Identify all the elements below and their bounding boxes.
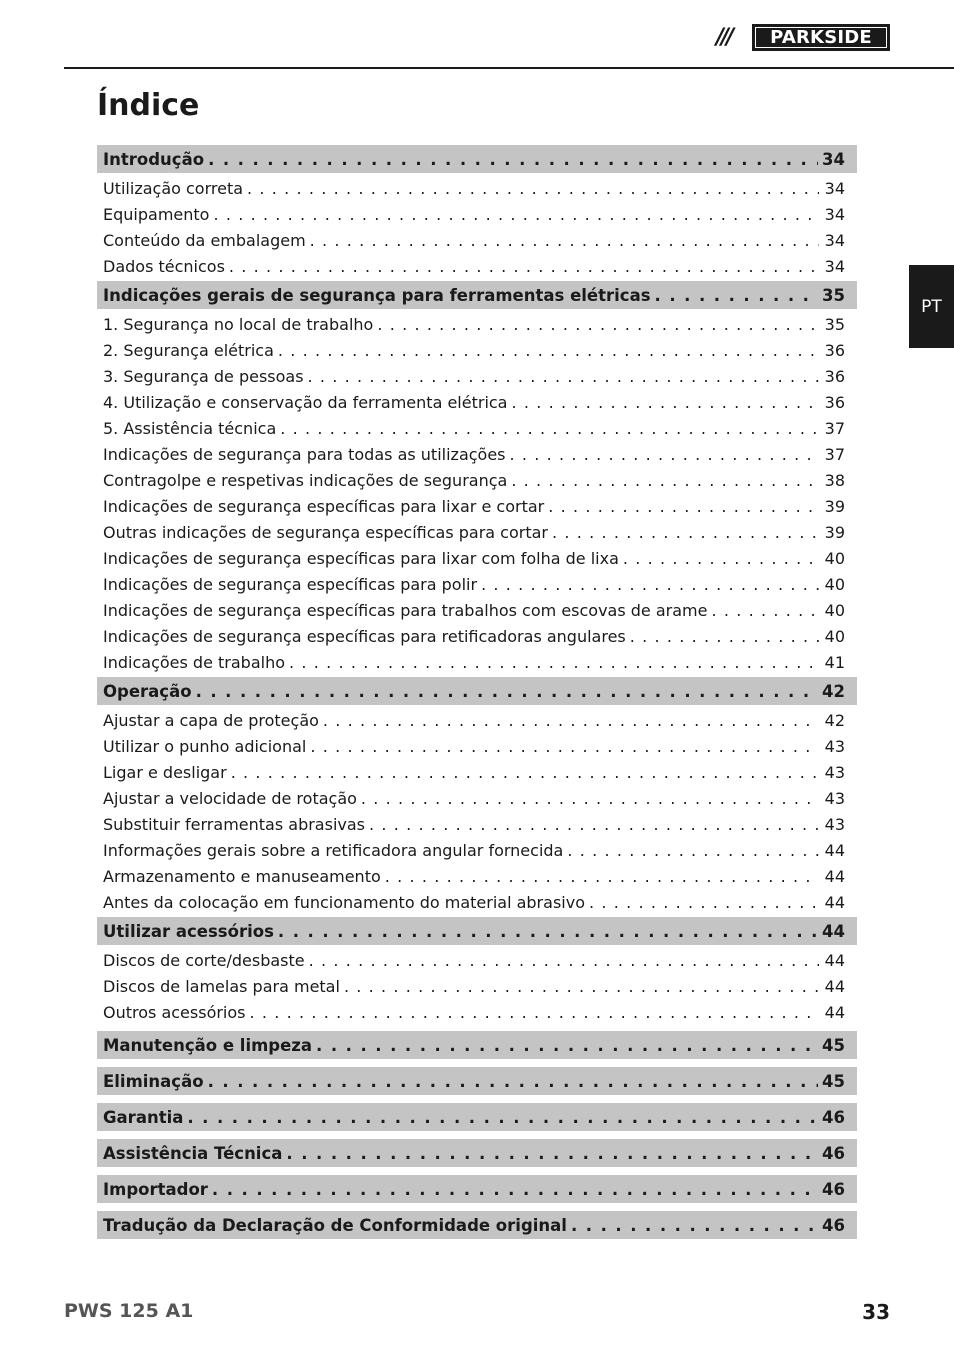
toc-leader-dots [548,497,819,516]
toc-item[interactable] [97,837,857,863]
toc-section-label: Importador [103,1179,208,1199]
toc-section-label: Assistência Técnica [103,1143,283,1163]
language-tab: PT [909,265,954,348]
toc-item[interactable] [97,889,857,915]
toc-section[interactable] [97,145,857,173]
footer-page-number: 33 [862,1300,890,1324]
toc-item-page: 37 [824,444,845,464]
toc-item-page: 38 [824,470,845,490]
toc-section[interactable] [97,917,857,945]
toc-item[interactable] [97,467,857,493]
toc-item-label: 2. Segurança elétrica [103,340,274,360]
toc-item-page: 39 [824,496,845,516]
toc-section-page: 34 [822,149,845,169]
toc-leader-dots [369,815,819,834]
toc-section[interactable] [97,1175,857,1203]
toc-section[interactable] [97,1139,857,1167]
toc-item-label: Discos de lamelas para metal [103,976,340,996]
toc-section[interactable] [97,281,857,309]
toc-section-label: Introdução [103,149,205,169]
toc-item-label: Antes da colocação em funcionamento do material abrasivo [103,892,585,912]
toc-item-label: 1. Segurança no local de trabalho [103,314,374,334]
toc-item[interactable] [97,733,857,759]
toc-item-label: Conteúdo da embalagem [103,230,306,250]
toc-item-label: Utilizar o punho adicional [103,736,307,756]
toc-leader-dots [278,341,819,360]
toc-item-page: 34 [824,178,845,198]
toc-item-label: Ajustar a capa de proteção [103,710,319,730]
toc-item-page: 34 [824,256,845,276]
toc-item-page: 39 [824,522,845,542]
toc-item-page: 37 [824,418,845,438]
toc-item[interactable] [97,311,857,337]
toc-item-page: 40 [824,600,845,620]
toc-item[interactable] [97,363,857,389]
toc-section[interactable] [97,1211,857,1239]
toc-section[interactable] [97,677,857,705]
toc-item[interactable] [97,811,857,837]
toc-item-page: 44 [824,1002,845,1022]
toc-item[interactable] [97,337,857,363]
toc-item[interactable] [97,519,857,545]
toc-item[interactable] [97,759,857,785]
toc-item[interactable] [97,571,857,597]
toc-section-page: 46 [822,1215,845,1235]
toc-leader-dots [316,1036,818,1055]
toc-leader-dots [212,1180,818,1199]
footer-model: PWS 125 A1 [64,1300,194,1322]
toc-leader-dots [229,257,819,276]
toc-item-page: 43 [824,788,845,808]
toc-item[interactable] [97,253,857,279]
toc-leader-dots [711,601,819,620]
toc-item-page: 44 [824,950,845,970]
toc-section[interactable] [97,1031,857,1059]
toc-item-label: Outras indicações de segurança específicas para cortar [103,522,548,542]
toc-section-label: Indicações gerais de segurança para ferramentas elétricas [103,285,651,305]
toc-section-label: Operação [103,681,192,701]
header-rule [64,67,954,69]
toc-leader-dots [310,737,819,756]
toc-item[interactable] [97,175,857,201]
toc-item-page: 43 [824,762,845,782]
toc-item-label: Contragolpe e respetivas indicações de segurança [103,470,508,490]
toc-leader-dots [250,1003,820,1022]
toc-leader-dots [310,231,819,250]
toc-leader-dots [385,867,819,886]
toc-leader-dots [289,653,819,672]
toc-section-label: Garantia [103,1107,184,1127]
toc-leader-dots [213,205,819,224]
table-of-contents [97,145,857,1239]
toc-item-label: Indicações de segurança para todas as utilizações [103,444,506,464]
toc-leader-dots [323,711,819,730]
toc-item[interactable] [97,973,857,999]
toc-section-page: 46 [822,1107,845,1127]
toc-leader-dots [481,575,819,594]
toc-item-label: Indicações de segurança específicas para lixar e cortar [103,496,545,516]
toc-section-label: Utilizar acessórios [103,921,274,941]
toc-item-label: Indicações de trabalho [103,652,285,672]
toc-leader-dots [196,682,818,701]
toc-section-label: Tradução da Declaração de Conformidade original [103,1215,567,1235]
toc-item-label: Discos de corte/desbaste [103,950,305,970]
brand-slashes: /// [716,25,732,50]
toc-item-page: 40 [824,574,845,594]
toc-leader-dots [510,445,819,464]
toc-leader-dots [630,627,819,646]
brand-logo [716,24,890,51]
toc-item-label: Outros acessórios [103,1002,246,1022]
toc-leader-dots [280,419,819,438]
toc-leader-dots [286,1144,818,1163]
toc-leader-dots [208,1072,818,1091]
toc-item[interactable] [97,623,857,649]
toc-leader-dots [377,315,819,334]
toc-leader-dots [623,549,819,568]
toc-item-label: Substituir ferramentas abrasivas [103,814,365,834]
toc-section-label: Eliminação [103,1071,204,1091]
toc-leader-dots [278,922,818,941]
toc-section-page: 35 [822,285,845,305]
toc-item-label: Equipamento [103,204,210,224]
toc-item-page: 34 [824,204,845,224]
toc-item-page: 41 [824,652,845,672]
toc-leader-dots [231,763,819,782]
toc-item-label: Indicações de segurança específicas para trabalhos com escovas de arame [103,600,708,620]
toc-leader-dots [567,841,819,860]
toc-leader-dots [589,893,819,912]
toc-item[interactable] [97,785,857,811]
toc-leader-dots [308,367,819,386]
toc-item-page: 35 [824,314,845,334]
toc-item[interactable] [97,389,857,415]
toc-section-label: Manutenção e limpeza [103,1035,313,1055]
toc-item-label: Indicações de segurança específicas para polir [103,574,478,594]
toc-item-page: 44 [824,892,845,912]
toc-section-page: 45 [822,1071,845,1091]
toc-item-label: Utilização correta [103,178,244,198]
toc-item-page: 36 [824,392,845,412]
toc-item-label: Indicações de segurança específicas para lixar com folha de lixa [103,548,619,568]
toc-item[interactable] [97,493,857,519]
toc-item-page: 36 [824,366,845,386]
toc-section[interactable] [97,1103,857,1131]
toc-leader-dots [344,977,819,996]
toc-leader-dots [187,1108,818,1127]
toc-item[interactable] [97,999,857,1025]
toc-item-page: 43 [824,736,845,756]
brand-name: PARKSIDE [752,24,890,51]
toc-item[interactable] [97,545,857,571]
toc-item-label: Informações gerais sobre a retificadora angular fornecida [103,840,564,860]
toc-item-label: Dados técnicos [103,256,225,276]
toc-item-page: 44 [824,866,845,886]
toc-item-page: 34 [824,230,845,250]
toc-item-page: 44 [824,976,845,996]
toc-item[interactable] [97,707,857,733]
toc-item-label: Ajustar a velocidade de rotação [103,788,357,808]
toc-item-label: 4. Utilização e conservação da ferramenta elétrica [103,392,508,412]
toc-item-page: 40 [824,548,845,568]
toc-item[interactable] [97,947,857,973]
toc-leader-dots [247,179,819,198]
toc-item-page: 36 [824,340,845,360]
toc-item-page: 42 [824,710,845,730]
toc-section-page: 46 [822,1143,845,1163]
page-title: Índice [97,88,200,123]
toc-leader-dots [552,523,819,542]
toc-section-page: 45 [822,1035,845,1055]
toc-item[interactable] [97,863,857,889]
toc-leader-dots [511,471,819,490]
toc-leader-dots [208,150,818,169]
toc-section-page: 46 [822,1179,845,1199]
toc-item[interactable] [97,201,857,227]
toc-item[interactable] [97,415,857,441]
toc-item[interactable] [97,597,857,623]
toc-item[interactable] [97,441,857,467]
toc-item-page: 40 [824,626,845,646]
toc-item-label: Ligar e desligar [103,762,227,782]
toc-leader-dots [655,286,818,305]
toc-item-label: Armazenamento e manuseamento [103,866,381,886]
toc-item[interactable] [97,649,857,675]
toc-leader-dots [309,951,819,970]
toc-item-label: 3. Segurança de pessoas [103,366,304,386]
toc-leader-dots [511,393,819,412]
toc-item[interactable] [97,227,857,253]
toc-leader-dots [571,1216,818,1235]
toc-leader-dots [361,789,819,808]
toc-item-label: Indicações de segurança específicas para retificadoras angulares [103,626,626,646]
toc-item-label: 5. Assistência técnica [103,418,277,438]
toc-section[interactable] [97,1067,857,1095]
toc-section-page: 42 [822,681,845,701]
toc-section-page: 44 [822,921,845,941]
toc-item-page: 44 [824,840,845,860]
toc-item-page: 43 [824,814,845,834]
